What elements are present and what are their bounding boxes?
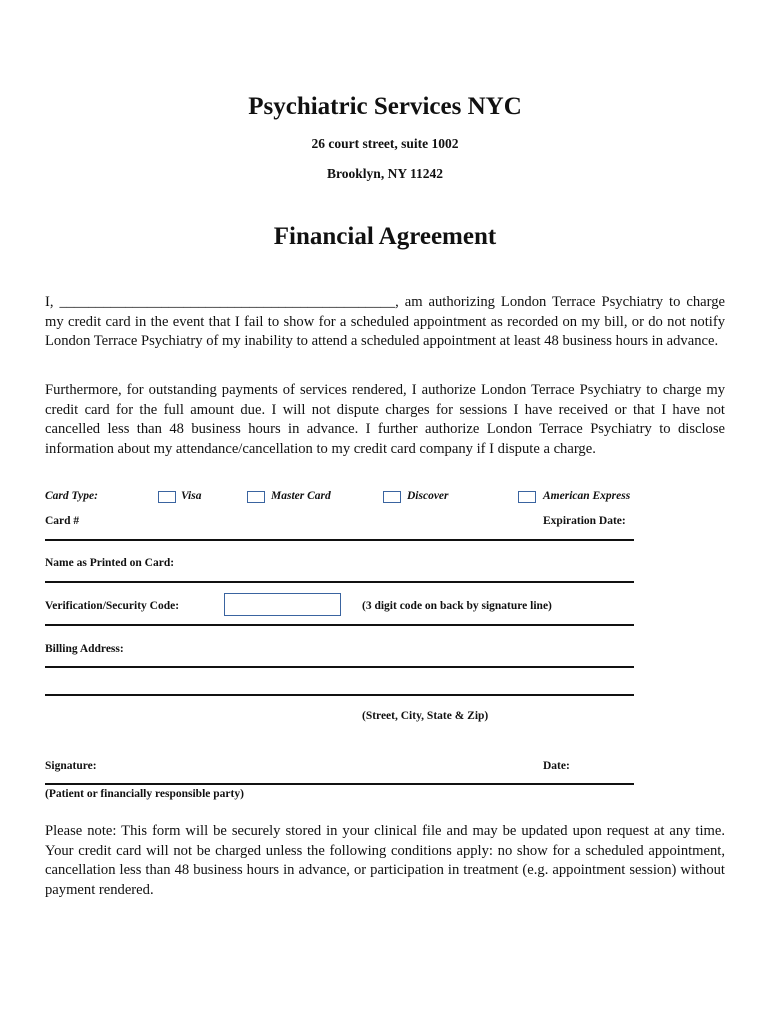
signature-line[interactable] [45,783,634,785]
discover-label: Discover [407,490,449,502]
billing-address-label: Billing Address: [45,643,124,655]
address-line-2: Brooklyn, NY 11242 [327,166,443,181]
date-label: Date: [543,760,570,772]
amex-checkbox[interactable] [518,491,536,503]
expiration-date-label: Expiration Date: [543,515,626,527]
mastercard-label: Master Card [271,490,331,502]
billing-address-hint: (Street, City, State & Zip) [362,710,489,722]
security-code-input[interactable] [224,593,341,616]
page-title: Psychiatric Services NYC [248,93,522,120]
mastercard-checkbox[interactable] [247,491,265,503]
name-on-card-line[interactable] [45,581,634,583]
name-on-card-label: Name as Printed on Card: [45,557,175,569]
signature-hint: (Patient or financially responsible party) [45,788,244,800]
please-note-paragraph: Please note: This form will be securely stored in your clinical file and may be updated upon request at any time. Your credit card will not be charged unless the following conditions apply: no show for a scheduled appointment, cancellation less than 48 business hours in advance, or participation in treatment (e.g. appointment session) without payment rendered. [45,823,725,898]
security-code-label: Verification/Security Code: [45,600,180,612]
signature-label: Signature: [45,760,97,772]
discover-checkbox[interactable] [383,491,401,503]
authorization-paragraph: I, ______________________________________________, am authorizing London Terrace Psychiatry to charge my credit card in the event that I fail to show for a scheduled appointment as recorded on my bill, or do not notify London Terrace Psychiatry of my inability to attend a scheduled appointment at least 48 business hours in advance. [45,294,725,350]
billing-address-line-2[interactable] [45,694,634,696]
visa-label: Visa [181,490,202,502]
security-code-line [45,624,634,626]
document-title: Financial Agreement [273,223,497,250]
card-number-line[interactable] [45,539,634,541]
visa-checkbox[interactable] [158,491,176,503]
card-type-label: Card Type: [45,490,98,502]
address-line-1: 26 court street, suite 1002 [311,136,459,151]
outstanding-payments-paragraph: Furthermore, for outstanding payments of services rendered, I authorize London Terrace Psychiatry to charge my credit card for the full amount due. I will not dispute charges for sessions I have received or that I have not cancelled less than 48 business hours in advance. I further authorize London Terrace Psychiatry to disclose information about my attendance/cancellation to my credit card company if I dispute a charge. [45,382,725,457]
amex-label: American Express [543,490,631,502]
card-number-label: Card # [45,515,80,527]
security-code-hint: (3 digit code on back by signature line) [362,600,552,612]
billing-address-line-1[interactable] [45,666,634,668]
